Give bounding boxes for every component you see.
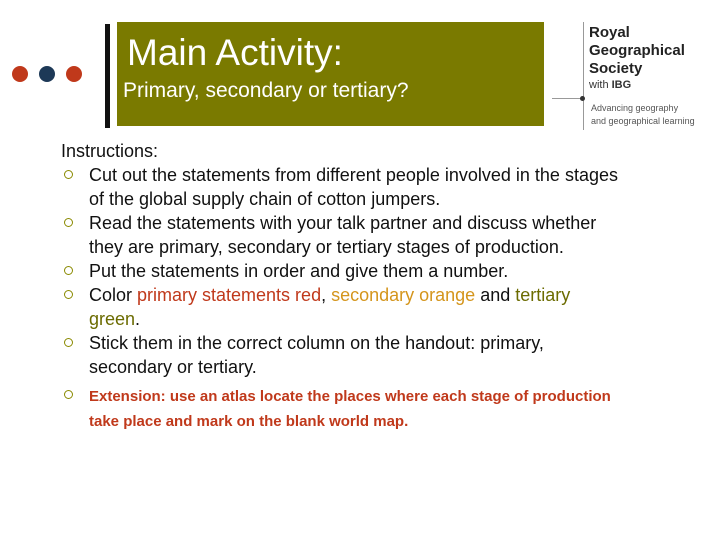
dot-red — [66, 66, 82, 82]
orange-text: secondary orange — [331, 285, 476, 305]
circle-bullet-icon — [64, 290, 73, 299]
green-text: tertiary green — [89, 285, 571, 329]
circle-bullet-icon — [64, 170, 73, 179]
instructions-section — [61, 139, 621, 433]
page-subtitle: Primary, secondary or tertiary? — [123, 79, 409, 102]
circle-bullet-icon — [64, 266, 73, 275]
dot-navy — [39, 66, 55, 82]
extension-text: Extension: use an atlas locate the places where each stage of production take place and mark on the blank world map. — [89, 388, 611, 430]
title-banner — [117, 22, 544, 126]
page-title: Main Activity: — [127, 32, 343, 73]
logo-name: Royal Geographical Society — [589, 24, 685, 77]
circle-bullet-icon — [64, 390, 73, 399]
instructions-list — [61, 163, 621, 433]
header-divider-bar — [105, 24, 110, 128]
list-item: Read the statements with your talk partner and discuss whether they are primary, secondary or tertiary stages of production. — [61, 211, 621, 259]
logo-horizontal-line — [552, 98, 582, 99]
list-item-extension — [61, 383, 621, 433]
logo-tagline: Advancing geography and geographical learning — [591, 103, 695, 126]
circle-bullet-icon — [64, 218, 73, 227]
rgs-logo — [552, 22, 712, 130]
dot-red — [12, 66, 28, 82]
red-text: primary statements red — [137, 285, 322, 305]
list-item: Stick them in the correct column on the handout: primary, secondary or tertiary. — [61, 331, 621, 379]
decorative-dots — [12, 66, 82, 82]
list-item-color: Color primary statements red, secondary orange and tertiary green. — [61, 283, 621, 331]
instructions-heading: Instructions: — [61, 141, 159, 161]
list-item: Put the statements in order and give them a number. — [61, 259, 621, 283]
logo-dot — [580, 96, 585, 101]
logo-vertical-line — [583, 22, 584, 130]
logo-with: with IBG — [589, 79, 632, 91]
circle-bullet-icon — [64, 338, 73, 347]
list-item: Cut out the statements from different people involved in the stages of the global supply chain of cotton jumpers. — [61, 163, 621, 211]
